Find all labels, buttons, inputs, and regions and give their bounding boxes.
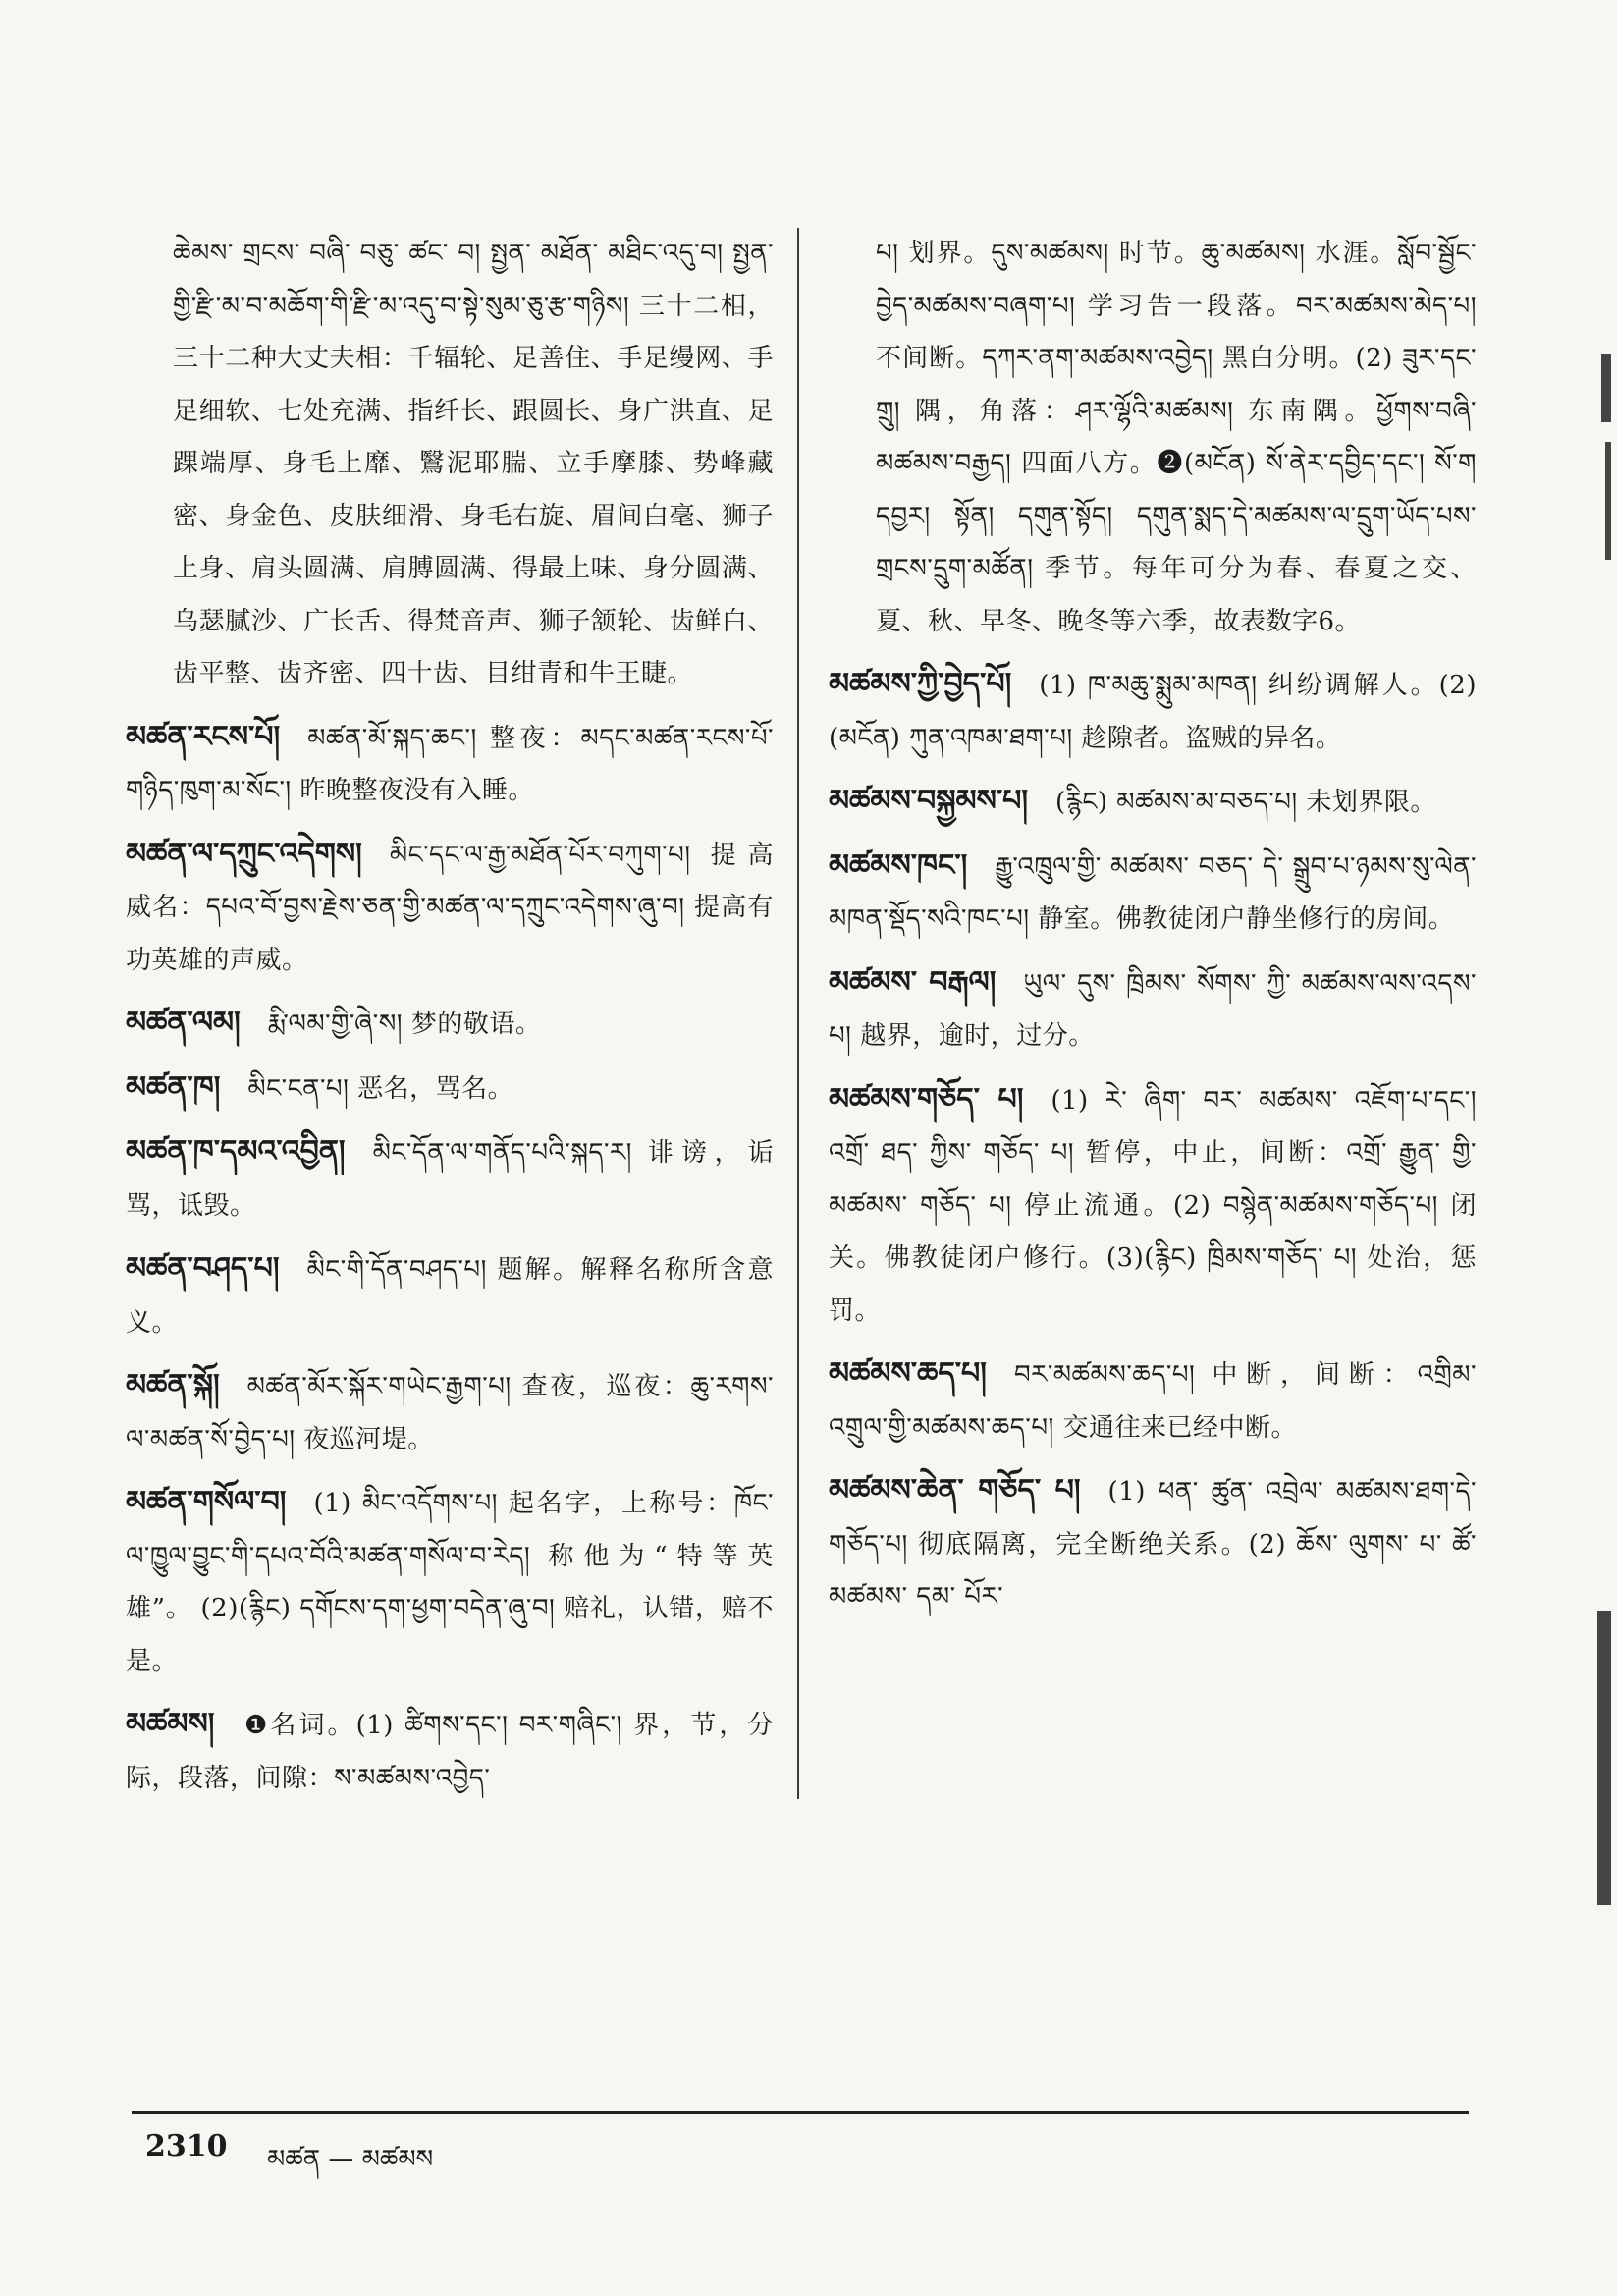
entry-headword: མཚམས། <box>126 1707 215 1741</box>
entry-definition: རྨི་ལམ་གྱི་ཞེ་ས། 梦的敬语。 <box>267 1010 542 1039</box>
entry-headword: མཚན་ཁ་དམའ་འབྱིན། <box>126 1134 346 1169</box>
entry-definition: མཚན་མོ་སྐད་ཆང་། 整夜：མདང་མཚན་རངས་པོ་གཉིད་ཁུག་མ་སོང་། 昨晚整夜没有入睡。 <box>126 723 774 805</box>
dictionary-entry <box>126 711 774 818</box>
entry-definition: ཆེམས་ གྲངས་ བཞི་ བཅུ་ ཚང་ བ། སྤྱན་ མཐོན་ མཐིང་འདུ་བ། སྤྱན་གྱི་རྫི་མ་བ་མཆོག་གི་རྫི་མ་འདུ་བ་སྟེ་སུམ་ཅུ་རྩ་གཉིས། 三十二相，三十二种大丈夫相：千辐轮、足善住、手足缦网、手足细软、七处充满、指纤长、跟圆长、身广洪直、足踝端厚、身毛上靡、鷖泥耶腨、立手摩膝、势峰藏密、身金色、皮肤细滑、身毛右旋、眉间白毫、狮子上身、肩头圆满、肩膊圆满、得最上味、身分圆满、乌瑟腻沙、广长舌、得梵音声、狮子颔轮、齿鲜白、齿平整、齿齐密、四十齿、目绀青和牛王睫。 <box>173 239 774 688</box>
dictionary-entry <box>829 957 1477 1064</box>
running-head: མཚན — མཚམས <box>267 2145 434 2174</box>
dictionary-entry <box>126 997 774 1052</box>
entry-headword: མཚན་བཤད་པ། <box>126 1251 280 1285</box>
entry-headword: མཚན་ལམ། <box>126 1006 241 1040</box>
footer-rule <box>132 2111 1469 2114</box>
entry-definition: མཚན་མོར་སྐོར་གཡེང་རྒྱག་པ། 查夜，巡夜：ཆུ་རགས་ལ་མཚན་སོ་བྱེད་པ། 夜巡河堤。 <box>126 1372 774 1454</box>
entry-headword: མཚམས་ཆད་པ། <box>829 1356 987 1391</box>
entry-definition: མིང་དང་ལ་རྒྱ་མཐོན་པོར་བཀུག་པ། 提高威名：དཔའ་བོ་བྱས་རྗེས་ཅན་གྱི་མཚན་ལ་དཀྲུང་འདེགས་ཞུ་བ། 提高有功英雄的声威。 <box>126 840 774 975</box>
entry-definition: (1) མིང་འདོགས་པ། 起名字，上称号：ཁོང་ལ་ཁྱུལ་བྱུང་གི་དཔའ་བོའི་མཚན་གསོལ་བ་རེད། 称他为“特等英雄”。 (2)(རྙིང) དགོངས་དག་ཕྱག་བདེན་ཞུ་བ། 赔礼，认错，赔不是。 <box>126 1489 774 1676</box>
dictionary-entry <box>126 1125 774 1232</box>
dictionary-entry <box>829 1073 1477 1339</box>
entry-definition: (རྙིང) མཚམས་མ་བཅད་པ། 未划界限。 <box>1055 788 1436 817</box>
entry-definition: རྒྱུ་འཁྲུལ་གྱི་ མཚམས་ བཅད་ དེ་ སྒྲུབ་པ་ཉམས་སུ་ལེན་མཁན་སྡོད་སའི་ཁང་པ། 静室。佛教徒闭户静坐修行的房间。 <box>829 851 1477 934</box>
dictionary-entry <box>126 1476 774 1688</box>
entry-headword: མཚན་ཁ། <box>126 1069 221 1105</box>
entry-headword: མཚན་གསོལ་བ། <box>126 1485 287 1519</box>
entry-headword: མཚན་སྐོ། <box>126 1368 220 1402</box>
entry-definition: ❶名词。(1) ཚིགས་དང་། བར་གཞིང་། 界，节，分际，段落，间隙：ས་མཚམས་འབྱེད་ <box>126 1711 774 1793</box>
dictionary-entry <box>829 228 1477 648</box>
entry-headword: མཚམས་ཁང་། <box>829 847 968 883</box>
dictionary-entry <box>829 1464 1477 1624</box>
entry-headword: མཚམས་ བརྒལ། <box>829 964 997 1000</box>
entry-headword: མཚན་ལ་དཀྲུང་འདེགས། <box>126 836 362 871</box>
dictionary-entry <box>829 775 1477 830</box>
entry-definition: མིང་ངན་པ། 恶名，骂名。 <box>247 1073 514 1104</box>
right-column <box>829 228 1477 1634</box>
entry-definition: པ། 划界。དུས་མཚམས། 时节。ཆུ་མཚམས། 水涯。སློབ་སྦྱོང་བྱེད་མཚམས་བཞག་པ། 学习告一段落。བར་མཚམས་མེད་པ། 不间断。དཀར་ནག་མཚམས་འབྱེད། 黑白分明。(2) ཟུར་དང་གྲུ། 隅，角落：ཤར་ལྷོའི་མཚམས། 东南隅。ཕྱོགས་བཞི་མཚམས་བརྒྱད། 四面八方。❷(མངོན) སོ་ནེར་དབྱིད་དང་། སོ་ག དབྱར། སྟོན། དགུན་སྟོད། དགུན་སྨད་དེ་མཚམས་ལ་དྲུག་ཡོད་པས་གྲངས་དྲུག་མཚོན། 季节。每年可分为春、春夏之交、夏、秋、早冬、晚冬等六季，故表数字6。 <box>876 239 1477 636</box>
entry-definition: མིང་གི་དོན་བཤད་པ། 题解。解释名称所含意义。 <box>126 1255 774 1338</box>
page-edge-marks <box>1578 354 1617 2219</box>
dictionary-entry <box>126 228 774 701</box>
dictionary-entry <box>126 1359 774 1466</box>
entry-definition: (1) རེ་ ཞིག་ བར་ མཚམས་ འཇོག་པ་དང་། འགྲོ་ ཐད་ ཀྱིས་ གཅོད་ པ། 暂停，中止，间断：འགྲོ་ རྒྱུན་ གྱི་ མཚམས་ གཅོད་ པ། 停止流通。(2) བསྙེན་མཚམས་གཅོད་པ། 闭关。佛教徒闭户修行。(3)(རྙིང) ཁྲིམས་གཅོད་ པ། 处治，惩罚。 <box>829 1085 1478 1326</box>
entry-headword: མཚན་རངས་པོ། <box>126 719 281 754</box>
entry-headword: མཚམས་བསྐྱམས་པ། <box>829 784 1029 818</box>
entry-headword: མཚམས་གཅོད་ པ། <box>829 1081 1024 1117</box>
left-column <box>126 228 774 1815</box>
entry-definition: བར་མཚམས་ཆད་པ། 中断，间断：འགྲིམ་འགྲུལ་གྱི་མཚམས་ཆད་པ། 交通往来已经中断。 <box>829 1360 1477 1443</box>
entry-headword: མཚམས་ཀྱི་བྱེད་པོ། <box>829 667 1012 701</box>
dictionary-entry <box>126 1062 774 1117</box>
dictionary-entry <box>829 840 1477 947</box>
dictionary-entry <box>829 658 1477 765</box>
entry-headword: མཚམས་ཆེན་ གཅོད་ པ། <box>829 1473 1081 1507</box>
dictionary-entry <box>126 1698 774 1805</box>
dictionary-entry <box>829 1347 1477 1454</box>
dictionary-entry <box>126 828 774 988</box>
page-number: 2310 <box>145 2129 228 2163</box>
entry-definition: (1) ཕན་ ཚུན་ འབྲེལ་ མཚམས་ཐག་དེ་གཅོད་པ། 彻底隔离，完全断绝关系。(2) ཆོས་ ལུགས་ པ་ ཚོ་ མཚམས་ དམ་ པོར་ <box>829 1477 1477 1612</box>
dictionary-entry <box>126 1242 774 1349</box>
column-divider <box>797 228 799 1799</box>
entry-definition: (1) ཁ་མཆུ་སྨུམ་མཁན། 纠纷调解人。(2)(མངོན) ཀུན་འཁམ་ཐག་པ། 趁隙者。盗贼的异名。 <box>829 671 1477 753</box>
entry-definition: མིང་དོན་ལ་གནོད་པའི་སྐད་ར། 诽谤，诟骂，诋毁。 <box>126 1138 774 1221</box>
entry-definition: ཡུལ་ དུས་ ཁྲིམས་ སོགས་ ཀྱི་ མཚམས་ལས་འདས་པ། 越界，逾时，过分。 <box>829 968 1477 1051</box>
